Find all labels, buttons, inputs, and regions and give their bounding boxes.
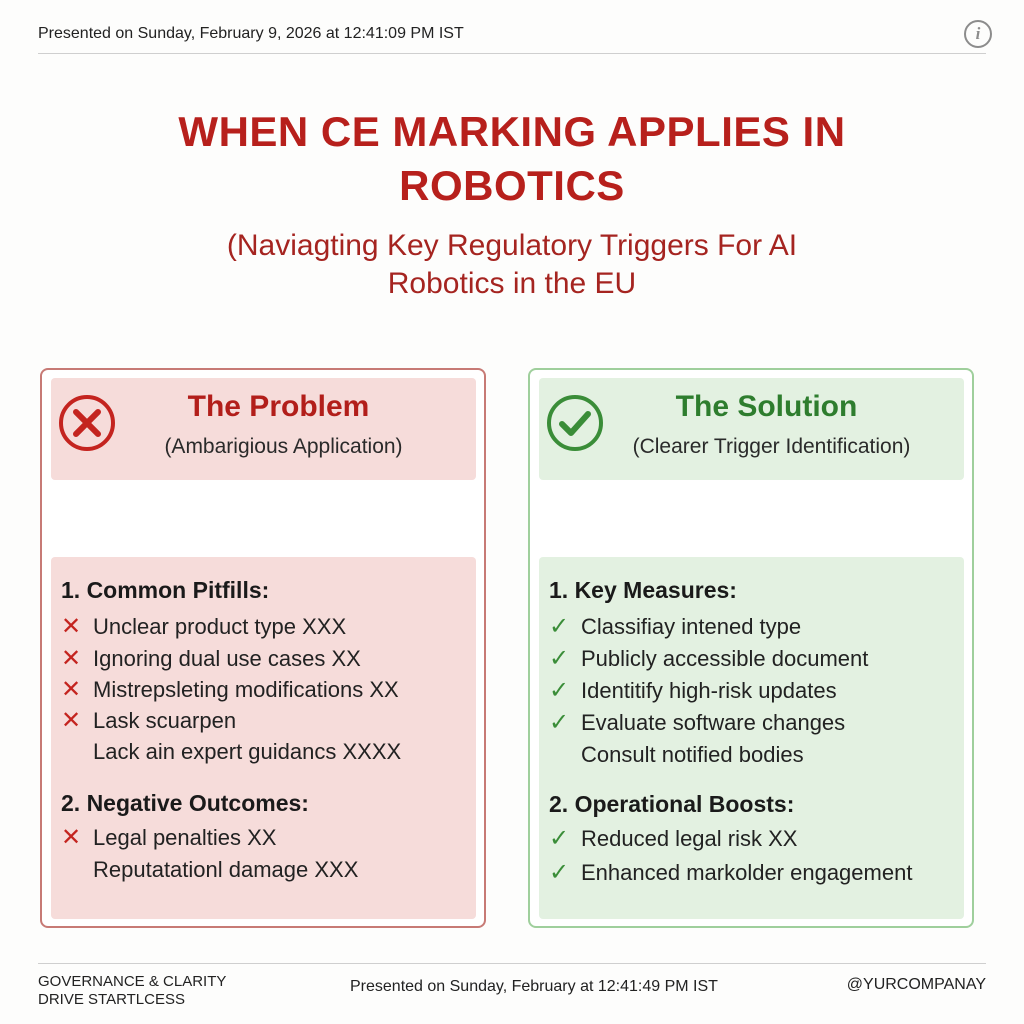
solution-panel <box>528 368 974 928</box>
list-item: ✕ Mistrepsleting modifications XX <box>61 676 399 703</box>
check-icon: ✓ <box>549 709 570 736</box>
list-item: ✕ Legal penalties XX <box>61 824 277 851</box>
list-item: ✕ Lask scuarpen <box>61 707 237 734</box>
footer-handle: @YURCOMPANAY <box>846 976 986 993</box>
list-item: ✕ Ignoring dual use cases XX <box>61 645 361 672</box>
problem-title: The Problem <box>187 390 370 423</box>
list-item: Reputatationl damage XXX <box>93 857 359 882</box>
list-item: Lack ain expert guidancs XXXX <box>93 739 402 764</box>
page-title: WHEN CE MARKING APPLIES IN ROBOTICS <box>178 108 846 209</box>
list-item: ✓ Enhanced markolder engagement <box>549 859 913 886</box>
problem-header <box>51 378 476 480</box>
page-subtitle: (Naviagting Key Regulatory Triggers For AI Robotics in the EU <box>226 229 798 300</box>
title-block <box>0 105 1024 303</box>
list-item: ✕ Unclear product type XXX <box>61 613 347 640</box>
info-icon[interactable]: i <box>964 20 992 48</box>
list-item: ✓ Reduced legal risk XX <box>549 825 798 852</box>
presentation-timestamp: Presented on Sunday, February 9, 2026 at 12:41:09 PM IST <box>38 25 464 42</box>
list-item: ✓ Publicly accessible document <box>549 645 869 672</box>
problem-section-1-title: 1. Common Pitfills: <box>61 577 270 603</box>
x-icon: ✕ <box>61 645 82 672</box>
footer-timestamp: Presented on Sunday, February at 12:41:49 PM IST <box>350 978 718 995</box>
check-icon: ✓ <box>549 859 570 886</box>
footer <box>38 963 986 1013</box>
check-icon: ✓ <box>549 613 570 640</box>
list-item: Consult notified bodies <box>581 742 804 767</box>
solution-subtitle: (Clearer Trigger Identification) <box>632 435 911 458</box>
problem-subtitle: (Ambarigious Application) <box>164 435 403 458</box>
solution-section-2-title: 2. Operational Boosts: <box>549 791 795 817</box>
x-icon: ✕ <box>61 707 82 734</box>
solution-body <box>539 557 964 919</box>
footer-tagline: GOVERNANCE & CLARITY DRIVE STARTLCESS <box>38 973 227 1008</box>
solution-header <box>539 378 964 480</box>
list-item: ✓ Identitify high-risk updates <box>549 677 837 704</box>
x-icon: ✕ <box>61 824 82 851</box>
problem-body <box>51 557 476 919</box>
problem-panel <box>40 368 486 928</box>
x-icon: ✕ <box>61 613 82 640</box>
solution-section-1-title: 1. Key Measures: <box>549 577 737 603</box>
check-icon: ✓ <box>549 677 570 704</box>
check-icon: ✓ <box>549 645 570 672</box>
x-icon: ✕ <box>61 676 82 703</box>
check-icon: ✓ <box>549 825 570 852</box>
solution-title: The Solution <box>675 390 858 423</box>
problem-section-2-title: 2. Negative Outcomes: <box>61 790 309 816</box>
list-item: ✓ Classifiay intened type <box>549 613 802 640</box>
top-bar <box>38 22 986 54</box>
list-item: ✓ Evaluate software changes <box>549 709 846 736</box>
